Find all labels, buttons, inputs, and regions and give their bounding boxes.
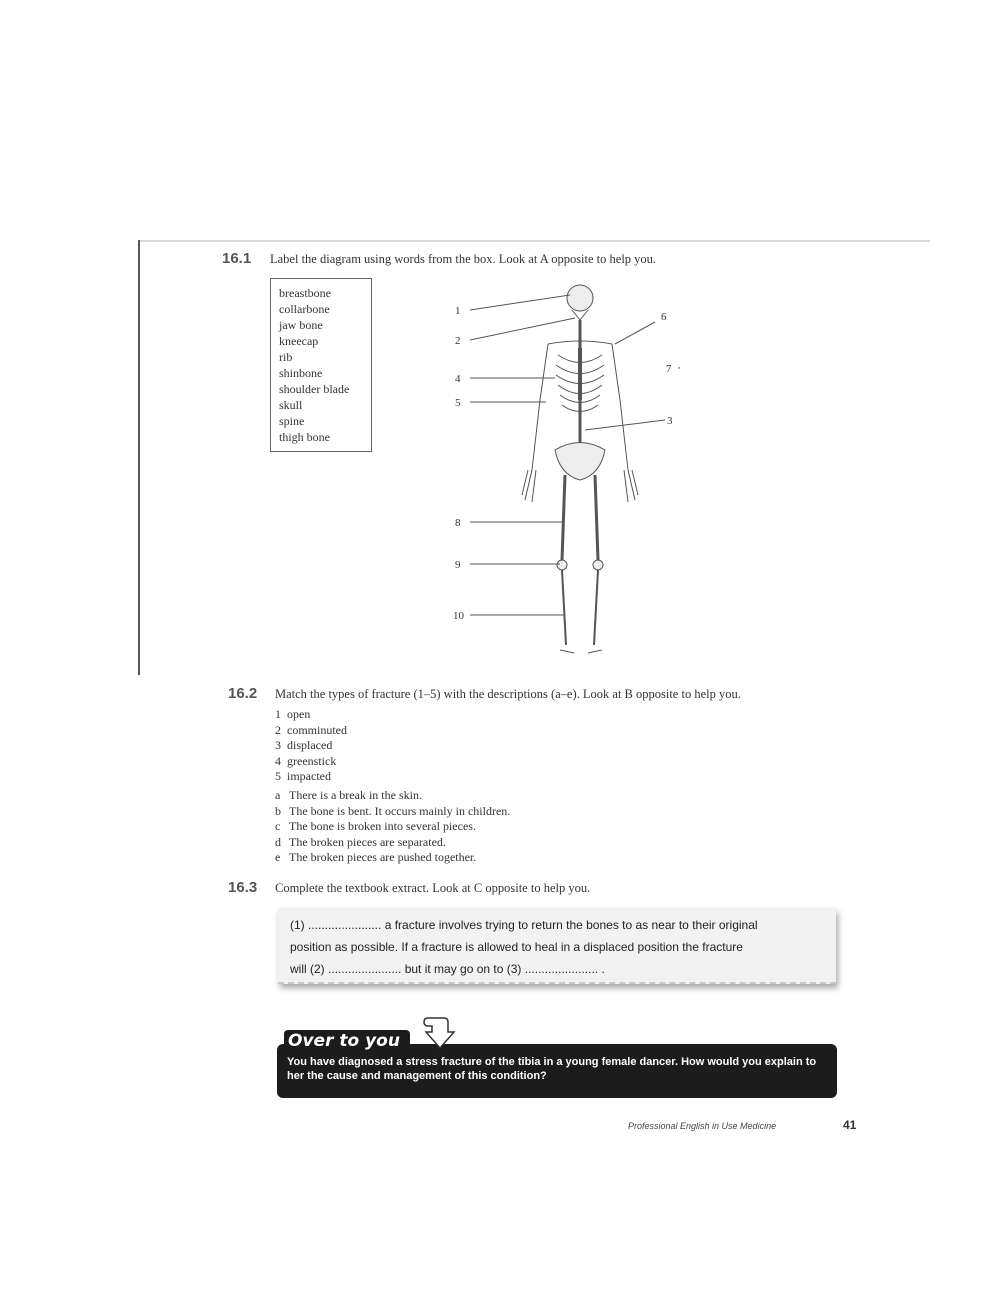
label-8: 8 <box>455 517 461 529</box>
word-box-item: kneecap <box>279 334 319 348</box>
list-item: c The bone is broken into several pieces. <box>275 819 476 833</box>
list-item: b The bone is bent. It occurs mainly in children. <box>275 803 511 818</box>
extract-line-1: (1) ...................... a fracture involves trying to return the bones to as near to their original <box>290 918 758 932</box>
label-5: 5 <box>455 397 461 409</box>
list-item: 2 comminuted <box>275 722 347 737</box>
word-box-item: skull <box>279 398 303 412</box>
list-item: 1 open <box>275 707 311 721</box>
label-10: 10 <box>453 610 464 622</box>
label-3: 3 <box>667 415 673 427</box>
exercise-3-number: 16.3 <box>228 879 258 896</box>
label-9: 9 <box>455 559 461 571</box>
exercise-2-instruction: Match the types of fracture (1–5) with the descriptions (a–e). Look at B opposite to help you. <box>275 687 741 701</box>
skeleton-diagram <box>440 270 680 670</box>
word-box-item: shinbone <box>279 366 323 380</box>
list-item: d The broken pieces are separated. <box>275 834 446 849</box>
list-item: e The broken pieces are pushed together. <box>275 850 477 864</box>
list-item: 5 impacted <box>275 769 331 783</box>
answer-blank-2[interactable]: ...................... <box>328 962 402 976</box>
top-divider <box>138 240 930 242</box>
front-skeleton <box>522 285 638 653</box>
word-box-item: rib <box>279 350 293 364</box>
label-7: 7 <box>666 363 672 375</box>
label-4: 4 <box>455 373 461 385</box>
list-item: 3 displaced <box>275 738 333 752</box>
word-box-item: jaw bone <box>279 318 323 332</box>
word-box-item: breastbone <box>279 286 331 300</box>
answer-blank-3[interactable]: ...................... <box>524 962 599 976</box>
word-box-item: spine <box>279 414 305 428</box>
answer-blank-1[interactable]: ...................... <box>308 918 382 932</box>
exercise-3-instruction: Complete the textbook extract. Look at C opposite to help you. <box>275 881 591 895</box>
word-box <box>270 278 372 452</box>
left-divider <box>138 240 140 675</box>
exercise-1-number: 16.1 <box>222 250 252 267</box>
over-to-you-title: Over to you <box>284 1030 410 1053</box>
exercise-2-number: 16.2 <box>228 685 258 702</box>
fracture-descriptions-list <box>275 788 510 866</box>
fracture-types-list <box>275 707 347 785</box>
word-box-item: shoulder blade <box>279 382 350 396</box>
list-item: a There is a break in the skin. <box>275 788 422 802</box>
word-box-item: thigh bone <box>279 430 330 444</box>
word-box-item: collarbone <box>279 302 330 316</box>
label-6: 6 <box>661 311 667 323</box>
arrow-icon <box>420 1016 456 1050</box>
page-number: 41 <box>843 1118 857 1132</box>
extract-line-3: will (2) ...................... but it may go on to (3) ...................... . <box>290 962 605 976</box>
extract-line-2: position as possible. If a fracture is allowed to heal in a displaced position the fracture <box>290 940 743 954</box>
textbook-extract <box>278 908 836 984</box>
label-1: 1 <box>455 305 461 317</box>
label-2: 2 <box>455 335 461 347</box>
list-item: 4 greenstick <box>275 753 337 768</box>
over-to-you-text: You have diagnosed a stress fracture of the tibia in a young female dancer. How would you explain to her the cause and management of this condition? <box>287 1056 817 1082</box>
footer-book-title: Professional English in Use Medicine <box>628 1121 777 1131</box>
exercise-1-instruction: Label the diagram using words from the box. Look at A opposite to help you. <box>270 252 657 266</box>
